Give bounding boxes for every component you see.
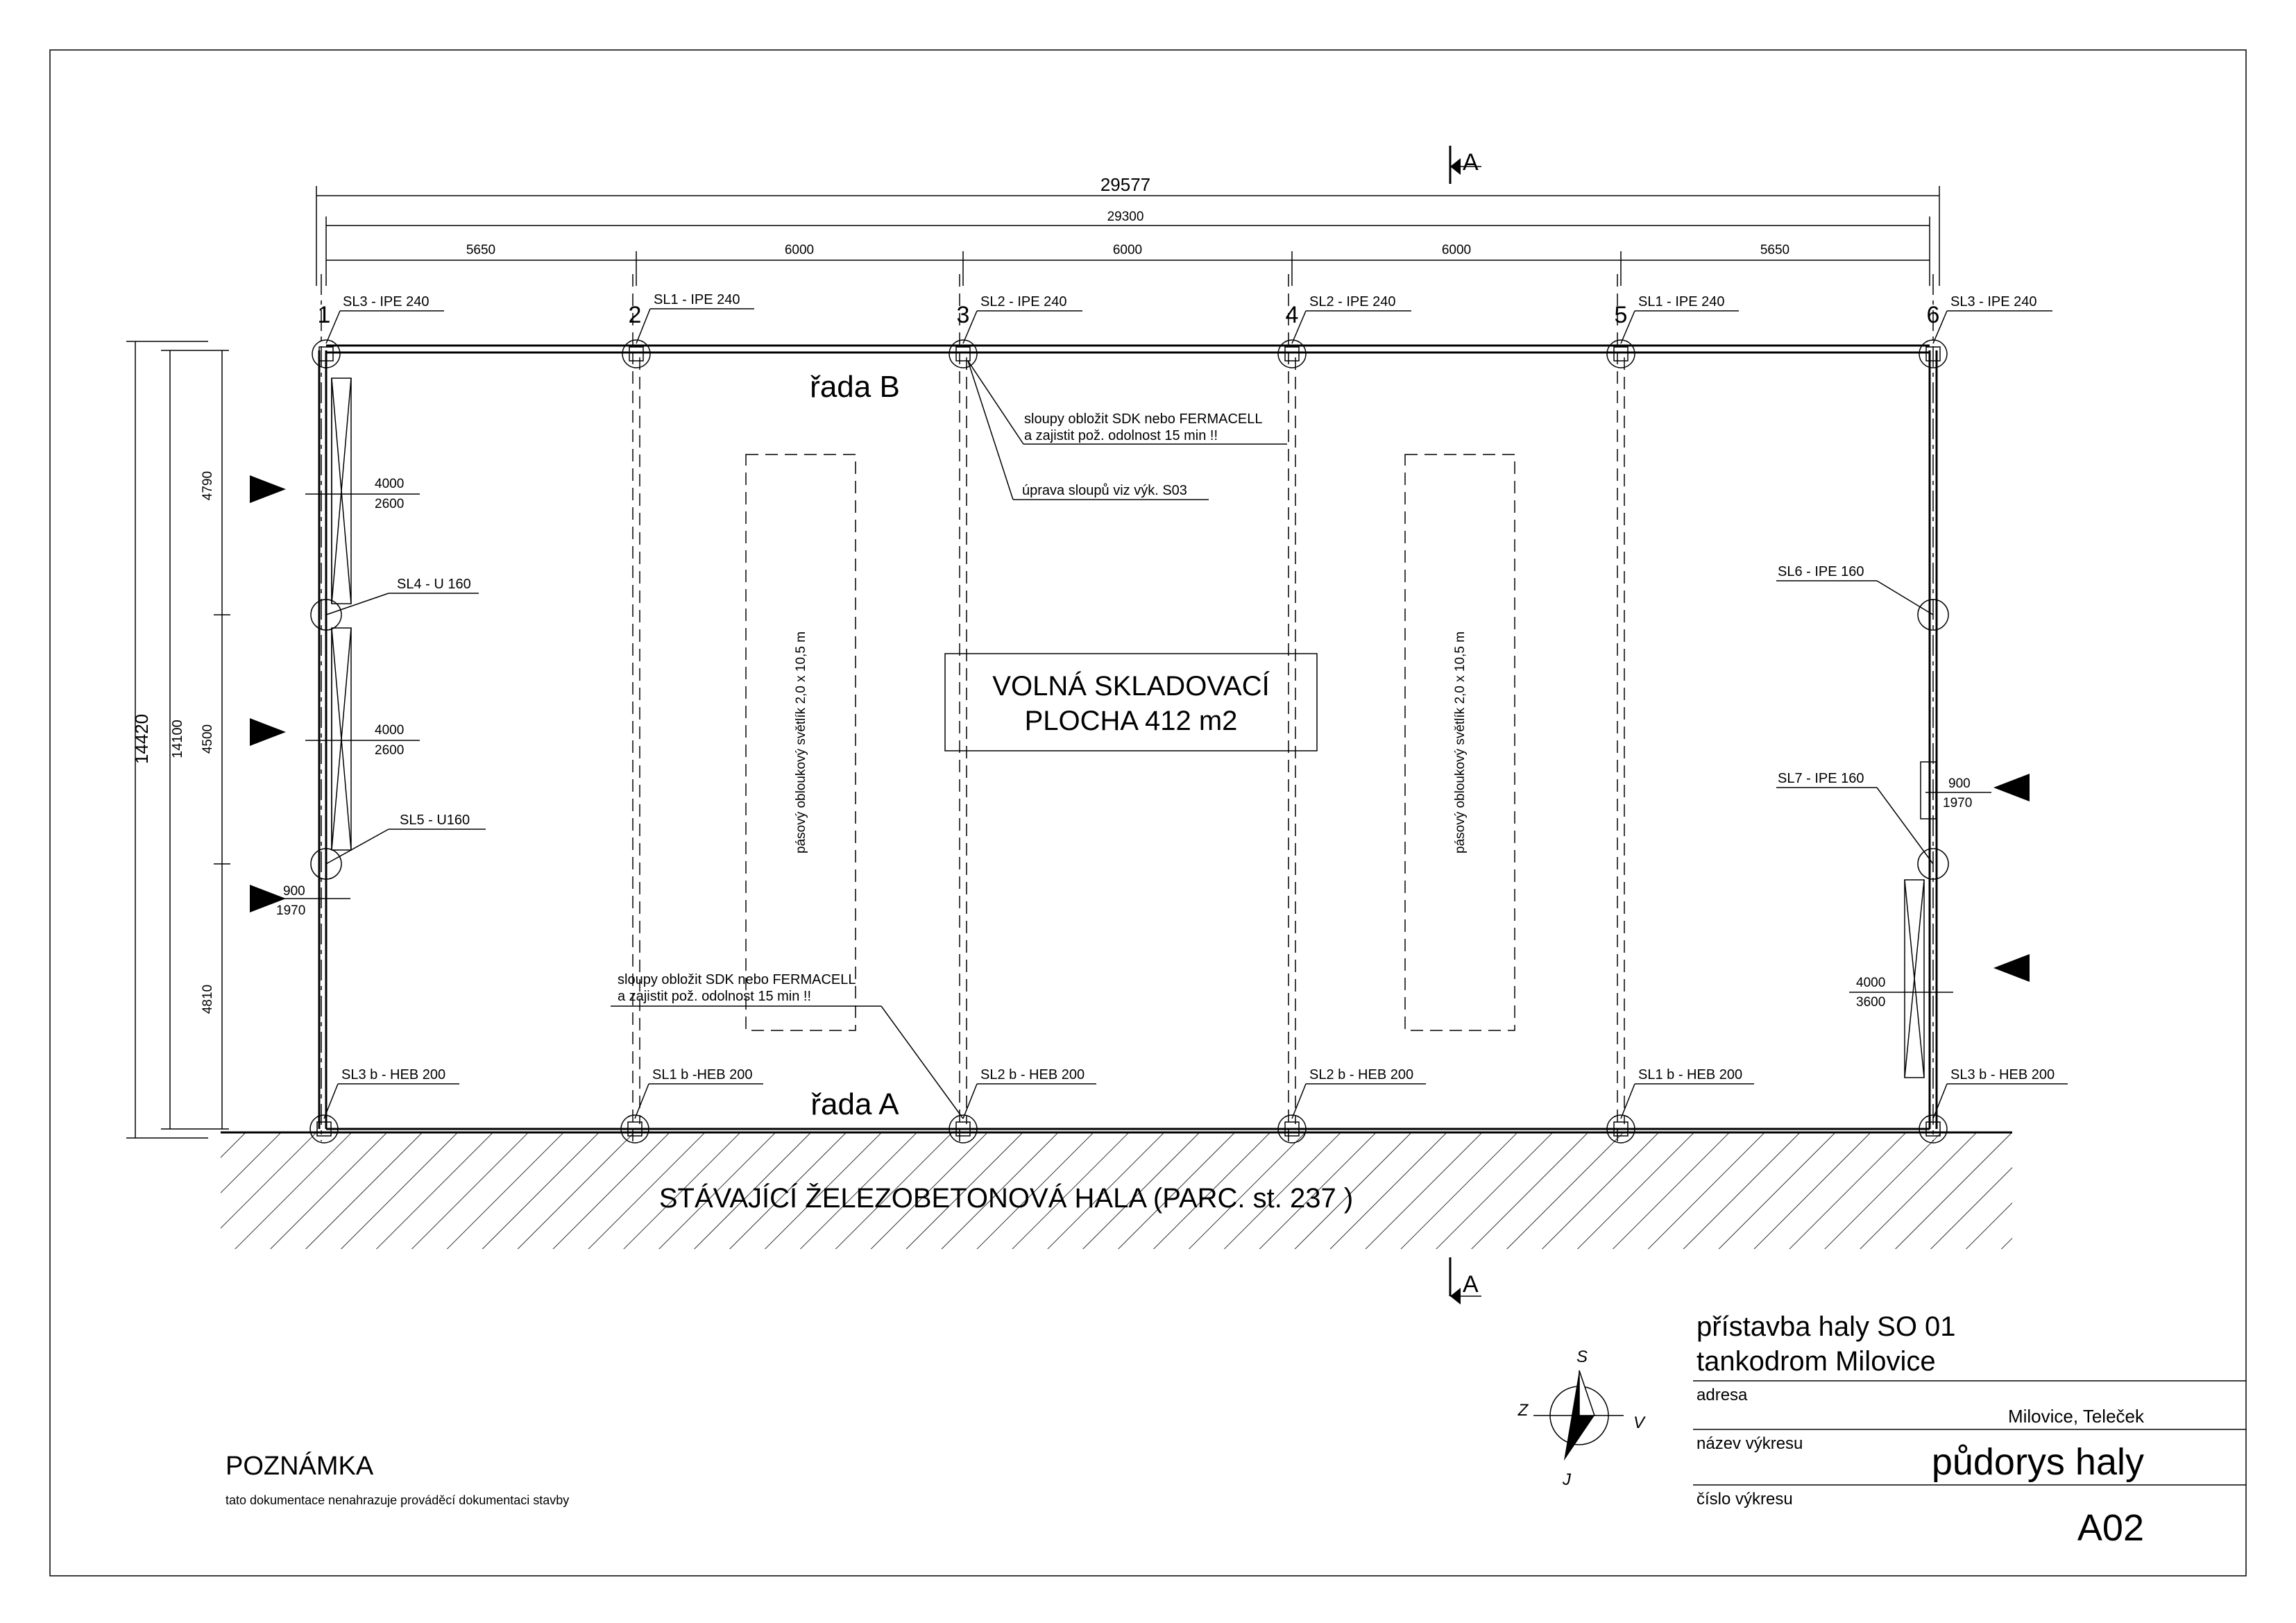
axis-number-3: 3 [956, 302, 970, 328]
dim-vseg-2: 4500 [201, 724, 215, 754]
dim-overall-height: 14420 [131, 713, 152, 765]
row-b-wall [326, 346, 1930, 352]
column-top-label-6: SL3 - IPE 240 [1950, 294, 2037, 309]
gate-right-height: 3600 [1856, 995, 1886, 1010]
gate1-arrow [250, 475, 286, 503]
dim-span-2: 6000 [784, 243, 815, 257]
area-label-line2: PLOCHA 412 m2 [1024, 706, 1238, 736]
axis-number-5: 5 [1614, 302, 1628, 328]
axis-number-6: 6 [1926, 302, 1940, 328]
door-right-height: 1970 [1943, 796, 1973, 810]
row-a-label: řada A [810, 1087, 899, 1121]
project-line1: přístavba haly SO 01 [1697, 1311, 1956, 1342]
gate1-width: 4000 [375, 477, 405, 491]
column-bottom-label-3: SL2 b - HEB 200 [980, 1067, 1085, 1082]
axis-number-1: 1 [317, 302, 331, 328]
dim-span-4: 6000 [1441, 243, 1472, 257]
dim-vseg-3: 4810 [201, 984, 215, 1014]
door-left-width: 900 [283, 884, 305, 899]
dim-span-5: 5650 [1760, 243, 1790, 257]
remark-text: tato dokumentace nenahrazuje prováděcí dokumentaci stavby [226, 1493, 570, 1507]
door-right-arrow [1993, 774, 2030, 801]
area-label-box [945, 654, 1317, 751]
left-wall [319, 350, 351, 1129]
column-top-3 [949, 340, 977, 368]
column-top-label-5: SL1 - IPE 240 [1638, 294, 1725, 309]
gate-right-width: 4000 [1856, 976, 1886, 990]
compass-south: J [1563, 1470, 1571, 1489]
right-wall [1905, 350, 1937, 1129]
column-sl4-label: SL4 - U 160 [397, 577, 471, 592]
gate2-width: 4000 [375, 723, 405, 738]
note-top-line1: sloupy obložit SDK nebo FERMACELL [1024, 411, 1263, 427]
gate-right-arrow [1993, 954, 2030, 982]
column-sl7-label: SL7 - IPE 160 [1778, 771, 1864, 786]
note-bottom-line1: sloupy obložit SDK nebo FERMACELL [618, 972, 856, 987]
gate2-height: 2600 [375, 743, 405, 758]
axis-number-2: 2 [628, 302, 642, 328]
column-top-label-3: SL2 - IPE 240 [980, 294, 1067, 309]
section-marker-top-label: A [1463, 149, 1479, 176]
skylight-right-label: pásový obloukový světlík 2,0 x 10,5 m [1453, 631, 1468, 853]
dim-vseg-1: 4790 [201, 470, 215, 501]
door-right-width: 900 [1948, 776, 1971, 791]
dim-span-3: 6000 [1112, 243, 1143, 257]
column-top-4 [1278, 340, 1306, 368]
remark-title: POZNÁMKA [226, 1452, 374, 1481]
column-bottom-label-2: SL1 b -HEB 200 [652, 1067, 753, 1082]
axis-number-4: 4 [1285, 302, 1299, 328]
column-top-label-1: SL3 - IPE 240 [343, 294, 430, 309]
column-bottom-label-5: SL1 b - HEB 200 [1638, 1067, 1743, 1082]
drawing-number-value: A02 [2077, 1507, 2144, 1549]
drawing-name-label: název výkresu [1697, 1434, 1803, 1453]
column-top-2 [622, 340, 650, 368]
dim-span-1: 5650 [466, 243, 496, 257]
existing-hall-label: STÁVAJÍCÍ ŽELEZOBETONOVÁ HALA (PARC. st. 237 ) [658, 1183, 1354, 1214]
dim-overall-width: 29577 [1100, 174, 1151, 195]
column-bottom-label-1: SL3 b - HEB 200 [341, 1067, 446, 1082]
drawing-name-value: půdorys haly [1931, 1441, 2144, 1483]
compass-west: Z [1517, 1401, 1529, 1420]
horizontal-dimensions [316, 174, 1939, 286]
dim-grid-height: 14100 [170, 720, 185, 758]
note-bottom-line2: a zajistit pož. odolnost 15 min !! [618, 989, 812, 1004]
column-bottom-label-4: SL2 b - HEB 200 [1309, 1067, 1414, 1082]
dim-grid-width: 29300 [1107, 210, 1144, 224]
top-columns [312, 309, 2052, 368]
address-value: Milovice, Teleček [2007, 1406, 2144, 1427]
address-label: adresa [1697, 1386, 1748, 1404]
row-b-label: řada B [810, 370, 900, 404]
project-line2: tankodrom Milovice [1697, 1346, 1936, 1377]
gate2-arrow [250, 718, 286, 746]
column-top-5 [1607, 340, 1635, 368]
note-s03: úprava sloupů viz výk. S03 [1022, 483, 1187, 498]
column-bottom-label-6: SL3 b - HEB 200 [1950, 1067, 2055, 1082]
note-leaders [611, 361, 1287, 1119]
column-top-label-4: SL2 - IPE 240 [1309, 294, 1396, 309]
gate1-height: 2600 [375, 497, 405, 511]
door-left-height: 1970 [276, 903, 306, 918]
column-sl5-label: SL5 - U160 [400, 813, 470, 828]
compass-north: S [1576, 1348, 1588, 1366]
skylight-left-label: pásový obloukový světlík 2,0 x 10,5 m [794, 631, 808, 853]
compass-east: V [1633, 1413, 1645, 1432]
vertical-dimensions [126, 341, 230, 1138]
drawing-number-label: číslo výkresu [1697, 1490, 1793, 1509]
note-top-line2: a zajistit pož. odolnost 15 min !! [1024, 428, 1218, 443]
area-label-line1: VOLNÁ SKLADOVACÍ [992, 671, 1270, 702]
compass-rose [1533, 1370, 1624, 1461]
column-top-label-2: SL1 - IPE 240 [654, 292, 740, 307]
column-sl6-label: SL6 - IPE 160 [1778, 564, 1864, 579]
section-marker-bottom-label: A [1463, 1271, 1479, 1298]
